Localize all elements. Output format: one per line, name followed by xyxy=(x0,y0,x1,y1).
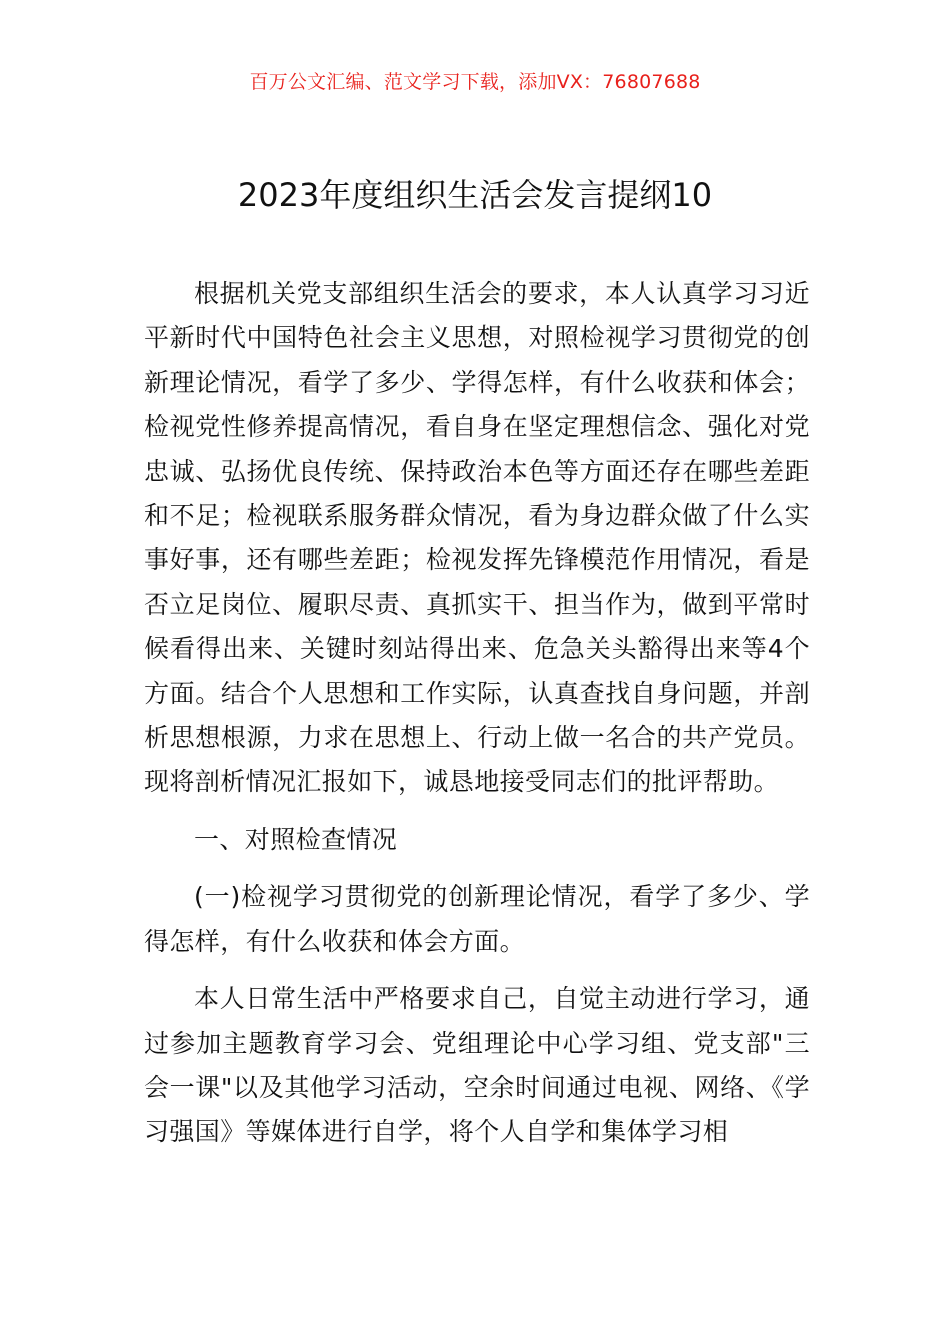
paragraph-study: 本人日常生活中严格要求自己，自觉主动进行学习，通过参加主题教育学习会、党组理论中心学习组、党支部"三会一课"以及其他学习活动，空余时间通过电视、网络、《学习强国》等媒体进行自学，将个人自学和集体学习相 xyxy=(144,984,810,1147)
subsection-heading: (一)检视学习贯彻党的创新理论情况，看学了多少、学得怎样，有什么收获和体会方面。 xyxy=(144,882,810,956)
paragraph-intro: 根据机关党支部组织生活会的要求，本人认真学习习近平新时代中国特色社会主义思想，对照检视学习贯彻党的创新理论情况，看学了多少、学得怎样，有什么收获和体会；检视党性修养提高情况，看自身在坚定理想信念、强化对党忠诚、弘扬优良传统、保持政治本色等方面还存在哪些差距和不足；检视联系服务群众情况，看为身边群众做了什么实事好事，还有哪些差距；检视发挥先锋模范作用情况，看是否立足岗位、履职尽责、真抓实干、担当作为，做到平常时候看得出来、关键时刻站得出来、危急关头豁得出来等4个方面。结合个人思想和工作实际，认真查找自身问题，并剖析思想根源，力求在思想上、行动上做一名合的共产党员。现将剖析情况汇报如下，诚恳地接受同志们的批评帮助。 xyxy=(144,279,810,797)
section-heading: 一、对照检查情况 xyxy=(194,824,398,854)
document-body xyxy=(144,272,810,1155)
header-banner: 百万公文汇编、范文学习下载，添加VX：76807688 xyxy=(249,71,701,93)
document-title: 2023年度组织生活会发言提纲10 xyxy=(237,176,713,214)
